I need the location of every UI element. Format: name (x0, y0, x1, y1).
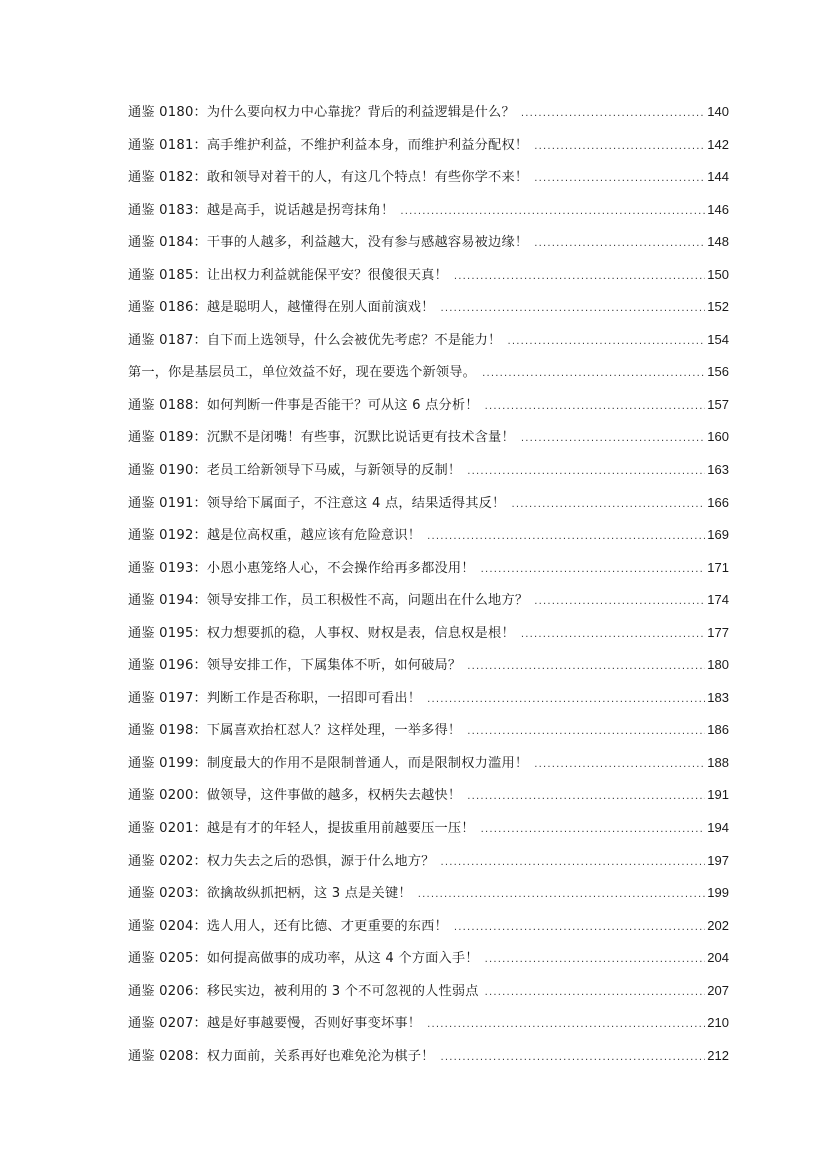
toc-entry-title: 通鉴 0183：越是高手，说话越是拐弯抹角！ (128, 202, 395, 218)
toc-entry-title: 通鉴 0182：敢和领导对着干的人，有这几个特点！有些你学不来！ (128, 170, 529, 186)
toc-entry-0186[interactable] (128, 295, 729, 328)
dot-leader (534, 753, 705, 777)
dot-leader (485, 948, 706, 972)
dot-leader (521, 623, 705, 647)
toc-entry-title: 通鉴 0202：权力失去之后的恐惧，源于什么地方？ (128, 853, 435, 869)
toc-entry-0199[interactable] (128, 751, 729, 784)
toc-entry-title: 通鉴 0203：欲擒故纵抓把柄，这 3 点是关键！ (128, 886, 412, 902)
toc-entry-title: 通鉴 0185：让出权力利益就能保平安？很傻很天真！ (128, 267, 448, 283)
toc-entry-page: 188 (707, 754, 729, 770)
toc-entry-title: 通鉴 0190：老员工给新领导下马威，与新领导的反制！ (128, 463, 462, 479)
dot-leader (521, 102, 705, 126)
toc-entry-page: 194 (707, 820, 729, 836)
toc-entry-page: 171 (707, 559, 729, 575)
dot-leader (485, 395, 706, 419)
toc-entry-title: 通鉴 0191：领导给下属面子，不注意这 4 点，结果适得其反！ (128, 495, 506, 511)
toc-entry-0188[interactable] (128, 393, 729, 426)
toc-entry-0207[interactable] (128, 1011, 729, 1044)
toc-entry-title: 通鉴 0204：选人用人，还有比德、才更重要的东西！ (128, 918, 448, 934)
toc-entry-page: 163 (707, 462, 729, 478)
toc-entry-0181[interactable] (128, 133, 729, 166)
toc-entry-page: 174 (707, 592, 729, 608)
dot-leader (467, 720, 705, 744)
dot-leader (534, 167, 705, 191)
toc-entry-0193[interactable] (128, 556, 729, 589)
dot-leader (427, 688, 705, 712)
toc-entry-title: 通鉴 0208：权力面前，关系再好也难免沦为棋子！ (128, 1048, 435, 1064)
toc-entry-0196[interactable] (128, 653, 729, 686)
toc-entry-0190[interactable] (128, 458, 729, 491)
toc-entry-title: 通鉴 0205：如何提高做事的成功率，从这 4 个方面入手！ (128, 951, 479, 967)
dot-leader (485, 981, 706, 1005)
toc-entry-0189[interactable] (128, 425, 729, 458)
toc-entry-0195[interactable] (128, 621, 729, 654)
toc-entry-page: 169 (707, 527, 729, 543)
toc-entry-page: 207 (707, 982, 729, 998)
dot-leader (467, 655, 705, 679)
toc-entry-title: 通鉴 0194：领导安排工作，员工积极性不高，问题出在什么地方？ (128, 593, 529, 609)
dot-leader (400, 200, 705, 224)
toc-entry-section-first[interactable] (128, 360, 729, 393)
toc-entry-page: 191 (707, 787, 729, 803)
toc-entry-0202[interactable] (128, 849, 729, 882)
dot-leader (507, 330, 705, 354)
toc-entry-page: 204 (707, 950, 729, 966)
dot-leader (454, 265, 705, 289)
dot-leader (467, 460, 705, 484)
toc-entry-page: 142 (707, 136, 729, 152)
toc-entry-page: 177 (707, 624, 729, 640)
dot-leader (441, 1046, 706, 1070)
dot-leader (534, 232, 705, 256)
toc-entry-title: 通鉴 0201：越是有才的年轻人，提拔重用前越要压一压！ (128, 821, 475, 837)
dot-leader (427, 525, 705, 549)
dot-leader (481, 558, 706, 582)
toc-entry-page: 154 (707, 331, 729, 347)
toc-entry-0183[interactable] (128, 198, 729, 231)
toc-entry-title: 通鉴 0186：越是聪明人，越懂得在别人面前演戏！ (128, 300, 435, 316)
toc-entry-page: 199 (707, 885, 729, 901)
toc-entry-page: 160 (707, 429, 729, 445)
toc-entry-title: 通鉴 0187：自下而上选领导，什么会被优先考虑？不是能力！ (128, 332, 502, 348)
dot-leader (427, 1013, 705, 1037)
dot-leader (418, 883, 706, 907)
toc-entry-0206[interactable] (128, 979, 729, 1012)
toc-entry-page: 150 (707, 266, 729, 282)
toc-entry-0187[interactable] (128, 328, 729, 361)
toc-entry-page: 202 (707, 917, 729, 933)
toc-entry-title: 通鉴 0188：如何判断一件事是否能干？可从这 6 点分析！ (128, 397, 479, 413)
toc-entry-0197[interactable] (128, 686, 729, 719)
toc-entry-page: 152 (707, 299, 729, 315)
toc-entry-title: 通鉴 0199：制度最大的作用不是限制普通人，而是限制权力滥用！ (128, 755, 529, 771)
dot-leader (511, 493, 705, 517)
toc-entry-page: 212 (707, 1047, 729, 1063)
toc-entry-0194[interactable] (128, 588, 729, 621)
toc-entry-title: 通鉴 0207：越是好事越要慢，否则好事变坏事！ (128, 1016, 422, 1032)
toc-entry-page: 210 (707, 1015, 729, 1031)
toc-entry-0180[interactable] (128, 100, 729, 133)
dot-leader (441, 297, 706, 321)
dot-leader (534, 135, 705, 159)
toc-entry-title: 通鉴 0184：干事的人越多，利益越大，没有参与感越容易被边缘！ (128, 235, 529, 251)
toc-entry-title: 第一，你是基层员工，单位效益不好，现在要选个新领导。 (128, 365, 477, 381)
toc-entry-0192[interactable] (128, 523, 729, 556)
toc-entry-title: 通鉴 0192：越是位高权重，越应该有危险意识！ (128, 528, 422, 544)
toc-entry-title: 通鉴 0196：领导安排工作，下属集体不听，如何破局？ (128, 658, 462, 674)
toc-entry-page: 197 (707, 852, 729, 868)
toc-entry-title: 通鉴 0189：沉默不是闭嘴！有些事，沉默比说话更有技术含量！ (128, 430, 515, 446)
toc-entry-title: 通鉴 0197：判断工作是否称职，一招即可看出！ (128, 690, 422, 706)
toc-entry-title: 通鉴 0180：为什么要向权力中心靠拢？背后的利益逻辑是什么？ (128, 105, 515, 120)
dot-leader (521, 427, 705, 451)
dot-leader (481, 818, 706, 842)
toc-entry-0185[interactable] (128, 263, 729, 296)
toc-entry-0182[interactable] (128, 165, 729, 198)
toc-entry-page: 157 (707, 396, 729, 412)
toc-entry-0204[interactable] (128, 914, 729, 947)
toc-entry-page: 166 (707, 494, 729, 510)
toc-entry-0208[interactable] (128, 1044, 729, 1077)
dot-leader (454, 916, 705, 940)
toc-entry-0184[interactable] (128, 230, 729, 263)
toc-entry-title: 通鉴 0206：移民实边，被利用的 3 个不可忽视的人性弱点 (128, 983, 479, 999)
toc-entry-page: 180 (707, 657, 729, 673)
toc-entry-page: 183 (707, 689, 729, 705)
toc-entry-0191[interactable] (128, 491, 729, 524)
toc-entry-page: 144 (707, 169, 729, 185)
toc-entry-0201[interactable] (128, 816, 729, 849)
table-of-contents (128, 100, 729, 1076)
toc-entry-0200[interactable] (128, 783, 729, 816)
toc-entry-title: 通鉴 0195：权力想要抓的稳，人事权、财权是表，信息权是根！ (128, 625, 515, 641)
toc-entry-page: 148 (707, 234, 729, 250)
dot-leader (467, 785, 705, 809)
toc-entry-page: 186 (707, 722, 729, 738)
toc-entry-0203[interactable] (128, 881, 729, 914)
toc-entry-title: 通鉴 0198：下属喜欢抬杠怼人？这样处理，一举多得！ (128, 723, 462, 739)
dot-leader (534, 590, 705, 614)
toc-entry-0198[interactable] (128, 718, 729, 751)
toc-entry-page: 146 (707, 201, 729, 217)
toc-entry-title: 通鉴 0181：高手维护利益，不维护利益本身，而维护利益分配权！ (128, 137, 529, 153)
dot-leader (441, 851, 706, 875)
toc-entry-title: 通鉴 0193：小恩小惠笼络人心，不会操作给再多都没用！ (128, 560, 475, 576)
toc-entry-0205[interactable] (128, 946, 729, 979)
toc-entry-title: 通鉴 0200：做领导，这件事做的越多，权柄失去越快！ (128, 788, 462, 804)
toc-entry-page: 156 (707, 364, 729, 380)
dot-leader (482, 362, 705, 386)
toc-entry-page: 140 (707, 104, 729, 119)
